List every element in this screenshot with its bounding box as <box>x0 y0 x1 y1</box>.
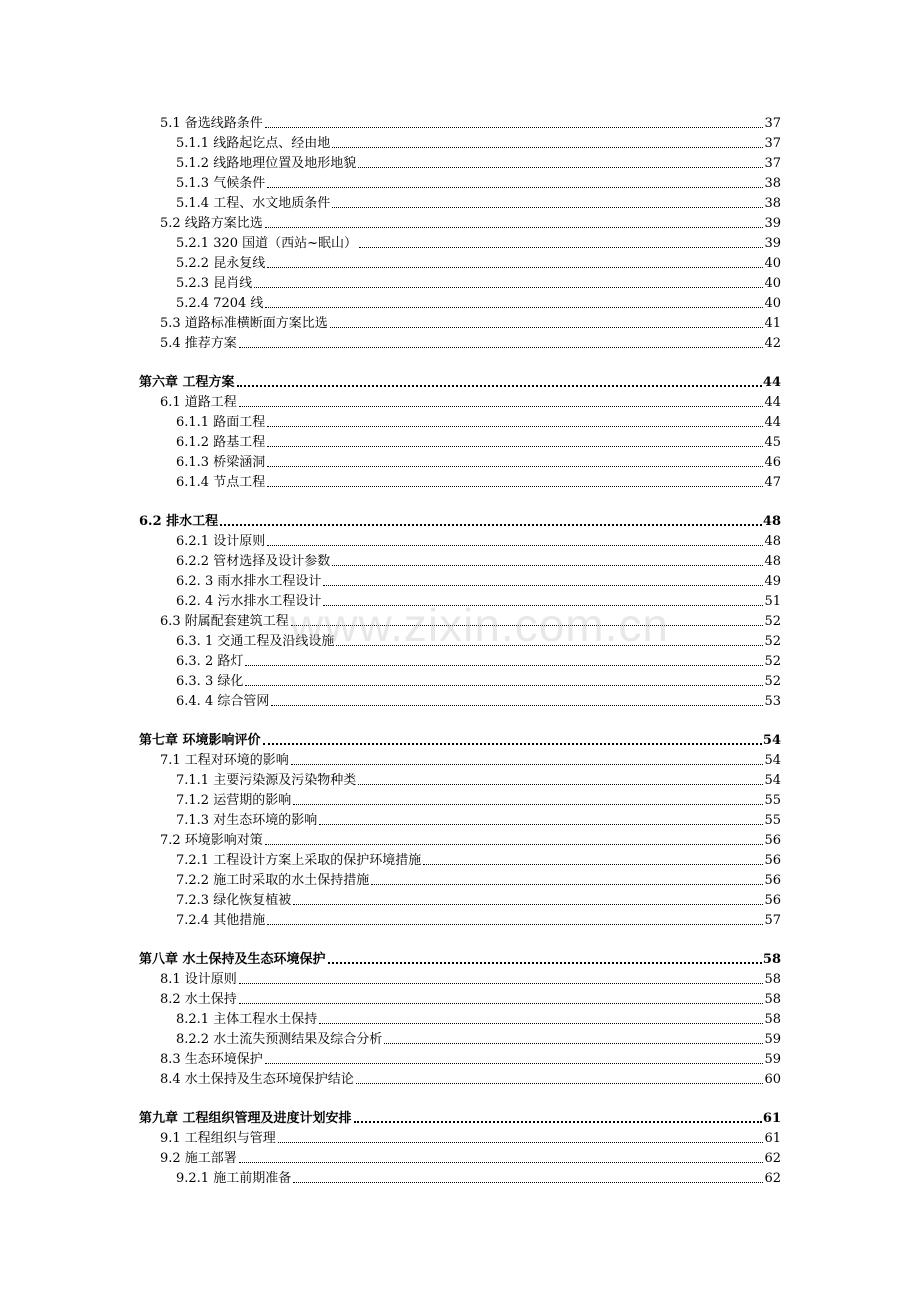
toc-dot-leader <box>267 466 763 467</box>
toc-entry[interactable] <box>176 769 781 789</box>
toc-entry[interactable] <box>176 192 781 212</box>
toc-dot-leader <box>239 1003 764 1004</box>
toc-entry-title: 6.3 附属配套建筑工程 <box>160 614 289 629</box>
toc-dot-leader <box>323 605 763 606</box>
toc-entry-title: 5.2.3 昆肖线 <box>176 276 253 291</box>
toc-dot-leader <box>371 884 763 885</box>
toc-entry-title: 5.1.1 线路起讫点、经由地 <box>176 136 331 151</box>
toc-dot-leader <box>319 1023 763 1024</box>
toc-dot-leader <box>267 924 763 925</box>
toc-page-number: 53 <box>764 694 781 709</box>
toc-entry-title: 8.2 水土保持 <box>160 992 237 1007</box>
toc-entry[interactable] <box>176 232 781 252</box>
toc-entry[interactable] <box>176 650 781 670</box>
toc-dot-leader <box>291 764 764 765</box>
toc-dot-leader <box>293 904 763 905</box>
toc-page-number: 42 <box>764 336 781 351</box>
toc-entry-title: 6.2. 4 污水排水工程设计 <box>176 594 322 609</box>
toc-entry[interactable] <box>160 312 781 332</box>
toc-entry[interactable] <box>176 590 781 610</box>
toc-entry-title: 5.2 线路方案比选 <box>160 216 263 231</box>
toc-entry-title: 6.1.3 桥梁涵洞 <box>176 455 266 470</box>
toc-entry-title: 5.1.4 工程、水文地质条件 <box>176 196 331 211</box>
toc-entry[interactable] <box>160 968 781 988</box>
toc-entry[interactable] <box>176 252 781 272</box>
toc-page-number: 38 <box>764 176 781 191</box>
toc-dot-leader <box>354 1121 762 1123</box>
toc-dot-leader <box>323 585 763 586</box>
toc-entry-title: 6.2.1 设计原则 <box>176 534 266 549</box>
toc-entry[interactable] <box>176 292 781 312</box>
toc-entry-title: 第七章 环境影响评价 <box>139 733 261 748</box>
toc-entry[interactable] <box>176 690 781 710</box>
toc-page-number: 62 <box>764 1151 781 1166</box>
toc-entry-title: 5.2.1 320 国道（西站~眠山） <box>176 236 358 251</box>
toc-entry[interactable] <box>139 729 781 749</box>
toc-page-number: 55 <box>764 793 781 808</box>
toc-entry[interactable] <box>160 749 781 769</box>
toc-entry[interactable] <box>176 451 781 471</box>
toc-entry[interactable] <box>176 849 781 869</box>
toc-entry-title: 7.2.4 其他措施 <box>176 913 266 928</box>
toc-entry-title: 8.2.2 水土流失预测结果及综合分析 <box>176 1032 383 1047</box>
toc-dot-leader <box>267 545 763 546</box>
toc-page-number: 54 <box>762 733 781 748</box>
toc-entry[interactable] <box>160 1048 781 1068</box>
toc-page-number: 57 <box>764 913 781 928</box>
toc-entry-title: 6.1.4 节点工程 <box>176 475 266 490</box>
toc-entry-title: 9.2.1 施工前期准备 <box>176 1171 292 1186</box>
toc-page-number: 37 <box>764 156 781 171</box>
toc-entry[interactable] <box>160 1068 781 1088</box>
toc-dot-leader <box>237 385 762 387</box>
toc-dot-leader <box>265 1063 764 1064</box>
toc-dot-leader <box>267 446 763 447</box>
toc-entry-title: 第八章 水土保持及生态环境保护 <box>139 952 326 967</box>
toc-dot-leader <box>328 962 762 964</box>
toc-entry[interactable] <box>176 550 781 570</box>
toc-entry-title: 7.2 环境影响对策 <box>160 833 263 848</box>
toc-entry-title: 5.1.3 气候条件 <box>176 176 266 191</box>
toc-dot-leader <box>330 327 764 328</box>
toc-entry-title: 7.2.3 绿化恢复植被 <box>176 893 292 908</box>
toc-dot-leader <box>271 705 763 706</box>
toc-entry[interactable] <box>139 948 781 968</box>
toc-page-number: 44 <box>764 415 781 430</box>
toc-dot-leader <box>267 267 763 268</box>
toc-page-number: 60 <box>764 1072 781 1087</box>
toc-dot-leader <box>263 743 762 745</box>
toc-entry-title: 6.2.2 管材选择及设计参数 <box>176 554 331 569</box>
toc-page-number: 41 <box>764 316 781 331</box>
toc-dot-leader <box>423 864 763 865</box>
toc-entry[interactable] <box>176 272 781 292</box>
toc-page-number: 58 <box>764 1012 781 1027</box>
toc-entry-title: 7.2.2 施工时采取的水土保持措施 <box>176 873 370 888</box>
toc-entry-title: 6.2. 3 雨水排水工程设计 <box>176 574 322 589</box>
toc-dot-leader <box>291 625 764 626</box>
toc-page-number: 56 <box>764 833 781 848</box>
toc-dot-leader <box>293 1182 763 1183</box>
toc-page-number: 49 <box>764 574 781 589</box>
toc-entry-title: 7.1.2 运营期的影响 <box>176 793 292 808</box>
toc-dot-leader <box>358 167 763 168</box>
toc-entry-title: 6.1.2 路基工程 <box>176 435 266 450</box>
toc-dot-leader <box>358 784 763 785</box>
toc-entry[interactable] <box>176 869 781 889</box>
toc-entry-title: 8.2.1 主体工程水土保持 <box>176 1012 318 1027</box>
toc-page-number: 56 <box>764 893 781 908</box>
toc-entry[interactable] <box>160 391 781 411</box>
toc-page-number: 37 <box>764 136 781 151</box>
toc-entry-title: 9.2 施工部署 <box>160 1151 237 1166</box>
toc-entry-title: 8.3 生态环境保护 <box>160 1052 263 1067</box>
toc-entry-title: 8.4 水土保持及生态环境保护结论 <box>160 1072 354 1087</box>
toc-entry[interactable] <box>176 152 781 172</box>
toc-page-number: 45 <box>764 435 781 450</box>
toc-entry-title: 第六章 工程方案 <box>139 375 235 390</box>
toc-dot-leader <box>239 1162 764 1163</box>
toc-dot-leader <box>278 1142 764 1143</box>
toc-entry[interactable] <box>139 371 781 391</box>
toc-entry-title: 6.4. 4 综合管网 <box>176 694 270 709</box>
toc-page-number: 37 <box>764 116 781 131</box>
toc-page-number: 48 <box>764 534 781 549</box>
toc-dot-leader <box>384 1043 763 1044</box>
toc-entry[interactable] <box>176 809 781 829</box>
toc-dot-leader <box>293 804 763 805</box>
toc-entry-title: 5.3 道路标准横断面方案比选 <box>160 316 328 331</box>
toc-page-number: 48 <box>762 514 781 529</box>
toc-page-number: 46 <box>764 455 781 470</box>
toc-page-number: 58 <box>764 992 781 1007</box>
toc-dot-leader <box>332 147 763 148</box>
toc-entry[interactable] <box>176 431 781 451</box>
toc-entry[interactable] <box>176 789 781 809</box>
toc-page-number: 40 <box>764 296 781 311</box>
toc-entry[interactable] <box>176 889 781 909</box>
toc-entry-title: 8.1 设计原则 <box>160 972 237 987</box>
toc-entry-title: 5.1 备选线路条件 <box>160 116 263 131</box>
toc-entry[interactable] <box>139 510 781 530</box>
toc-dot-leader <box>267 426 763 427</box>
toc-entry[interactable] <box>176 670 781 690</box>
toc-entry[interactable] <box>160 1127 781 1147</box>
toc-entry[interactable] <box>160 212 781 232</box>
toc-dot-leader <box>245 685 763 686</box>
toc-page-number: 39 <box>764 216 781 231</box>
toc-page-number: 58 <box>764 972 781 987</box>
toc-entry-title: 7.1.1 主要污染源及污染物种类 <box>176 773 357 788</box>
toc-dot-leader <box>239 406 764 407</box>
toc-entry-title: 7.1 工程对环境的影响 <box>160 753 289 768</box>
toc-dot-leader <box>319 824 763 825</box>
toc-entry[interactable] <box>160 112 781 132</box>
toc-dot-leader <box>265 844 764 845</box>
toc-entry[interactable] <box>176 172 781 192</box>
toc-entry-title: 6.3. 2 路灯 <box>176 654 244 669</box>
toc-dot-leader <box>265 227 764 228</box>
toc-dot-leader <box>239 983 764 984</box>
toc-entry-title: 9.1 工程组织与管理 <box>160 1131 276 1146</box>
toc-page-number: 39 <box>764 236 781 251</box>
toc-entry-title: 5.1.2 线路地理位置及地形地貌 <box>176 156 357 171</box>
toc-entry[interactable] <box>160 332 781 352</box>
toc-entry[interactable] <box>160 988 781 1008</box>
toc-entry-title: 5.2.2 昆永复线 <box>176 256 266 271</box>
toc-page-number: 59 <box>764 1052 781 1067</box>
toc-page-number: 58 <box>762 952 781 967</box>
toc-page-number: 44 <box>762 375 781 390</box>
toc-page-number: 52 <box>764 674 781 689</box>
toc-entry-title: 6.3. 3 绿化 <box>176 674 244 689</box>
toc-entry[interactable] <box>176 909 781 929</box>
toc-dot-leader <box>254 287 763 288</box>
toc-dot-leader <box>239 347 764 348</box>
toc-entry[interactable] <box>176 530 781 550</box>
toc-entry-title: 6.3. 1 交通工程及沿线设施 <box>176 634 335 649</box>
toc-entry-title: 7.1.3 对生态环境的影响 <box>176 813 318 828</box>
toc-page-number: 54 <box>764 773 781 788</box>
toc-dot-leader <box>267 486 763 487</box>
toc-page-number: 56 <box>764 853 781 868</box>
toc-page-number: 52 <box>764 614 781 629</box>
toc-entry-title: 6.1.1 路面工程 <box>176 415 266 430</box>
toc-page-number: 52 <box>764 654 781 669</box>
toc-entry[interactable] <box>160 610 781 630</box>
toc-page-number: 62 <box>764 1171 781 1186</box>
toc-page-number: 48 <box>764 554 781 569</box>
toc-page-number: 38 <box>764 196 781 211</box>
toc-dot-leader <box>220 524 762 526</box>
toc-page-number: 61 <box>762 1111 781 1126</box>
toc-entry-title: 7.2.1 工程设计方案上采取的保护环境措施 <box>176 853 422 868</box>
toc-dot-leader <box>245 665 763 666</box>
toc-page-number: 55 <box>764 813 781 828</box>
toc-dot-leader <box>359 247 763 248</box>
toc-page-number: 44 <box>764 395 781 410</box>
toc-entry[interactable] <box>176 1167 781 1187</box>
toc-entry[interactable] <box>176 1028 781 1048</box>
toc-page-number: 40 <box>764 276 781 291</box>
toc-page-number: 61 <box>764 1131 781 1146</box>
toc-dot-leader <box>336 645 763 646</box>
toc-entry[interactable] <box>176 471 781 491</box>
toc-entry-title: 6.2 排水工程 <box>139 514 219 529</box>
toc-entry[interactable] <box>160 829 781 849</box>
toc-dot-leader <box>265 307 763 308</box>
toc-page-number: 56 <box>764 873 781 888</box>
toc-page-number: 54 <box>764 753 781 768</box>
toc-entry-title: 5.4 推荐方案 <box>160 336 237 351</box>
toc-page-number: 59 <box>764 1032 781 1047</box>
toc-page-number: 51 <box>764 594 781 609</box>
toc-entry[interactable] <box>176 411 781 431</box>
toc-entry[interactable] <box>176 630 781 650</box>
toc-dot-leader <box>267 187 763 188</box>
toc-entry[interactable] <box>176 132 781 152</box>
watermark: www.zixin.com.cn <box>290 599 669 651</box>
toc-dot-leader <box>265 127 764 128</box>
toc-page-number: 47 <box>764 475 781 490</box>
toc-entry[interactable] <box>176 570 781 590</box>
toc-entry-title: 6.1 道路工程 <box>160 395 237 410</box>
toc-entry[interactable] <box>139 1107 781 1127</box>
toc-entry[interactable] <box>160 1147 781 1167</box>
toc-entry[interactable] <box>176 1008 781 1028</box>
toc-dot-leader <box>332 565 763 566</box>
toc-page-number: 40 <box>764 256 781 271</box>
toc-dot-leader <box>356 1083 764 1084</box>
toc-entry-title: 5.2.4 7204 线 <box>176 296 264 311</box>
toc-dot-leader <box>332 207 763 208</box>
toc-entry-title: 第九章 工程组织管理及进度计划安排 <box>139 1111 352 1126</box>
toc-page-number: 52 <box>764 634 781 649</box>
